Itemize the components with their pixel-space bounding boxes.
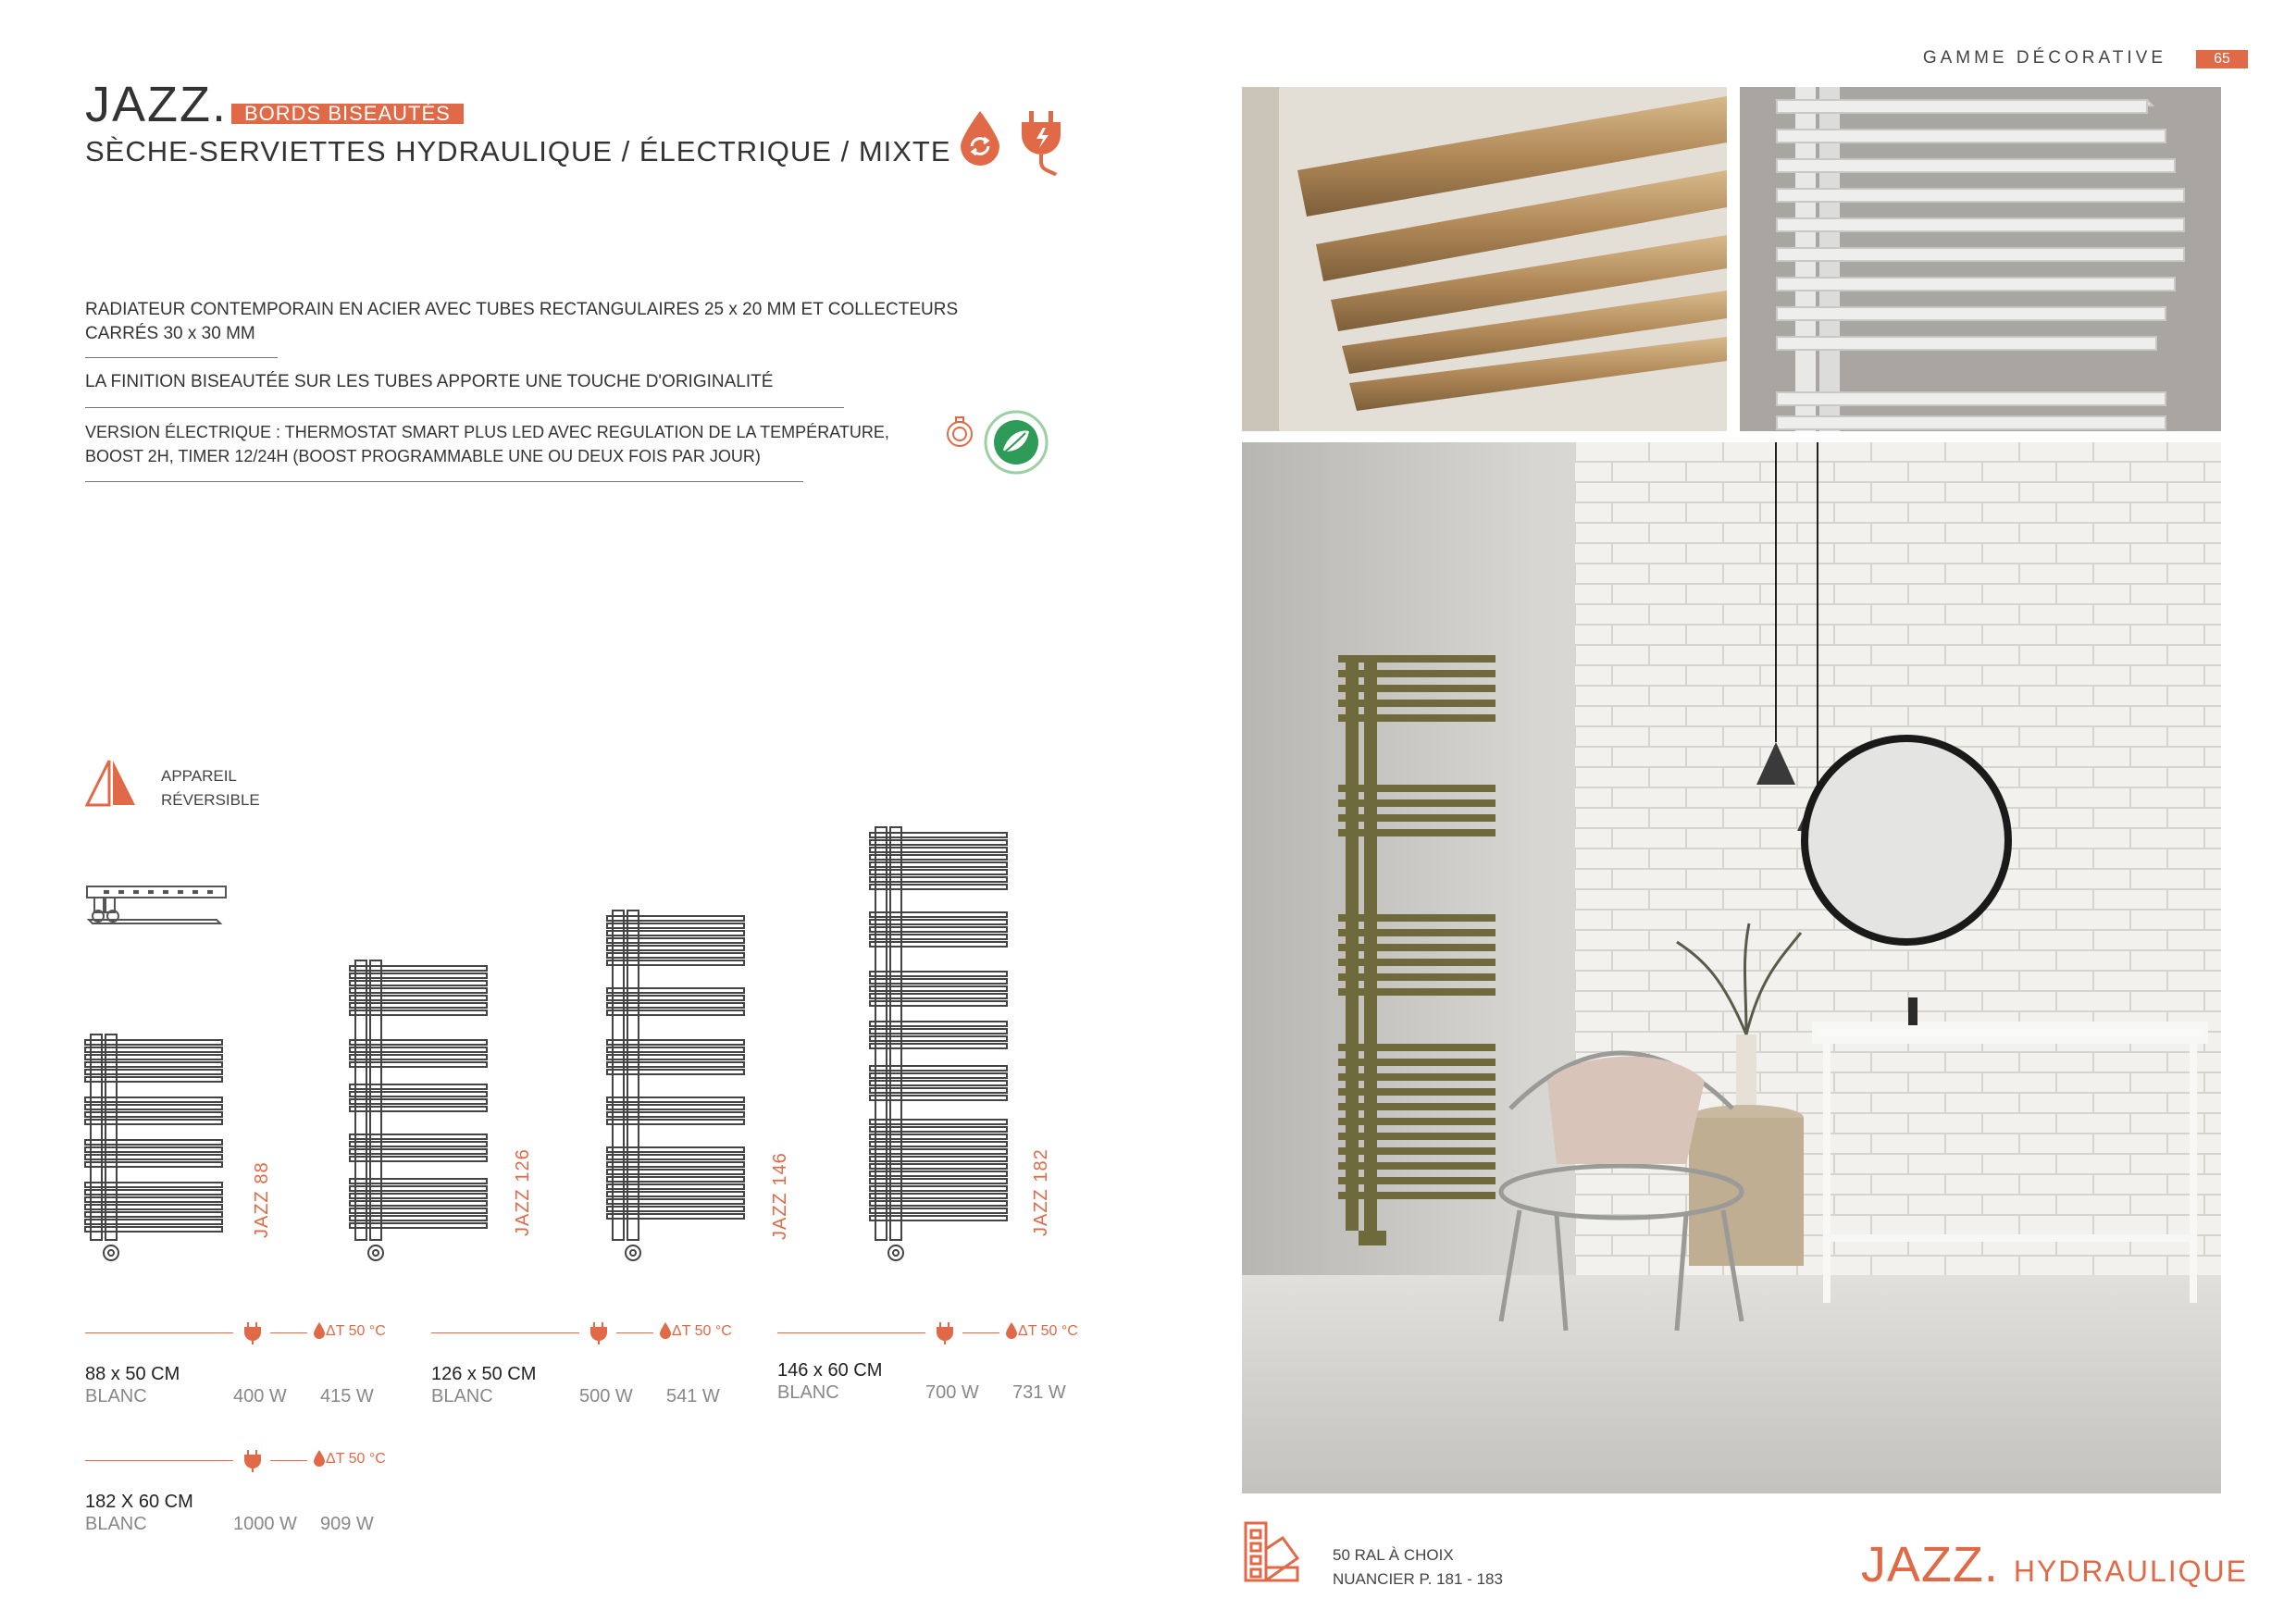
- hydraulic-drop-icon: [1005, 1321, 1018, 1340]
- radiator-drawing-jazz-88: [81, 1031, 230, 1271]
- description-line-1: RADIATEUR CONTEMPORAIN EN ACIER AVEC TUBES RECTANGULAIRES 25 x 20 MM ET COLLECTEURS: [85, 300, 959, 319]
- description-line-4: VERSION ÉLECTRIQUE : THERMOSTAT SMART PLUS LED AVEC REGULATION DE LA TEMPÉRATURE,: [85, 423, 889, 441]
- spec-watt-electric: 700 W: [925, 1382, 979, 1403]
- spec-rule: [962, 1332, 999, 1333]
- spec-watt-hydraulic: 731 W: [1012, 1382, 1066, 1403]
- spec-rule: [270, 1332, 307, 1333]
- spec-size: 88 x 50 CM: [85, 1364, 180, 1384]
- delta-t-label: ΔT 50 °C: [326, 1451, 386, 1467]
- spec-watt-electric: 400 W: [233, 1386, 287, 1406]
- thermostat-icon: [944, 416, 975, 450]
- photo-gold-closeup: [1242, 87, 1727, 431]
- spec-rule: [616, 1332, 653, 1333]
- bathroom-illustration: [1242, 442, 2221, 1493]
- footer-brand-suffix: HYDRAULIQUE: [2013, 1555, 2248, 1588]
- spec-rule: [270, 1460, 307, 1461]
- delta-t-label: ΔT 50 °C: [1018, 1323, 1078, 1339]
- spec-watt-hydraulic: 909 W: [320, 1514, 374, 1534]
- reversible-line-2: RÉVERSIBLE: [161, 791, 260, 809]
- divider: [85, 407, 844, 408]
- spec-size: 182 X 60 CM: [85, 1492, 193, 1512]
- model-label-jazz-126: JAZZ 126: [513, 1148, 533, 1236]
- spec-watt-electric: 500 W: [579, 1386, 633, 1406]
- white-tubes-illustration: [1740, 87, 2221, 431]
- product-title: JAZZ.: [85, 77, 228, 132]
- electric-plug-icon: [935, 1321, 955, 1345]
- photo-bathroom-scene: [1242, 442, 2221, 1493]
- spec-rule: [777, 1332, 925, 1333]
- divider: [85, 481, 803, 482]
- spec-rule: [431, 1332, 579, 1333]
- radiator-drawing-jazz-146: [603, 907, 751, 1271]
- model-label-jazz-146: JAZZ 146: [770, 1152, 790, 1240]
- footer-brand: [1861, 1536, 2248, 1593]
- delta-t-label: ΔT 50 °C: [672, 1323, 732, 1339]
- spec-size: 126 x 50 CM: [431, 1364, 537, 1384]
- delta-t-label: ΔT 50 °C: [326, 1323, 386, 1339]
- gold-tubes-illustration: [1242, 87, 1727, 431]
- reversible-line-1: APPAREIL: [161, 767, 237, 785]
- electric-plug-icon: [1018, 109, 1066, 176]
- ral-info: [1333, 1543, 1503, 1592]
- top-view-drawing: [85, 885, 230, 927]
- spec-rule: [85, 1460, 233, 1461]
- description-line-3: LA FINITION BISEAUTÉE SUR LES TUBES APPORTE UNE TOUCHE D'ORIGINALITÉ: [85, 372, 774, 391]
- radiator-drawing-jazz-126: [346, 957, 494, 1271]
- spec-size: 146 x 60 CM: [777, 1360, 883, 1381]
- spec-color: BLANC: [431, 1386, 493, 1406]
- spec-watt-electric: 1000 W: [233, 1514, 297, 1534]
- hydraulic-drop-icon: [659, 1321, 672, 1340]
- model-label-jazz-88: JAZZ 88: [252, 1161, 272, 1238]
- spec-watt-hydraulic: 541 W: [666, 1386, 720, 1406]
- electric-plug-icon: [242, 1321, 263, 1345]
- model-label-jazz-182: JAZZ 182: [1031, 1148, 1051, 1236]
- spec-color: BLANC: [85, 1514, 147, 1534]
- ral-line-1: 50 RAL À CHOIX: [1333, 1546, 1454, 1564]
- spec-rule: [85, 1332, 233, 1333]
- ral-line-2: NUANCIER P. 181 - 183: [1333, 1570, 1503, 1588]
- electric-plug-icon: [589, 1321, 609, 1345]
- electric-plug-icon: [242, 1449, 263, 1473]
- page-number: 65: [2196, 50, 2248, 68]
- reversible-label: [161, 764, 260, 812]
- section-label: GAMME DÉCORATIVE: [1922, 48, 2166, 68]
- hydraulic-drop-icon: [957, 109, 1003, 167]
- finish-badge: BORDS BISEAUTÉS: [231, 104, 464, 124]
- description-line-2: CARRÉS 30 x 30 MM: [85, 324, 255, 343]
- hydraulic-drop-icon: [313, 1321, 326, 1340]
- spec-color: BLANC: [85, 1386, 147, 1406]
- color-swatch-icon: [1242, 1521, 1301, 1582]
- description-line-5: BOOST 2H, TIMER 12/24H (BOOST PROGRAMMABLE UNE OU DEUX FOIS PAR JOUR): [85, 447, 761, 465]
- photo-white-closeup: [1740, 87, 2221, 431]
- hydraulic-drop-icon: [313, 1449, 326, 1468]
- divider: [85, 357, 278, 358]
- eco-label-icon: [983, 409, 1049, 476]
- radiator-drawing-jazz-182: [866, 824, 1014, 1271]
- spec-watt-hydraulic: 415 W: [320, 1386, 374, 1406]
- reversible-icon: [85, 757, 137, 809]
- spec-color: BLANC: [777, 1382, 839, 1403]
- product-subtitle: SÈCHE-SERVIETTES HYDRAULIQUE / ÉLECTRIQUE / MIXTE: [85, 135, 951, 167]
- footer-brand-name: JAZZ.: [1860, 1537, 1999, 1592]
